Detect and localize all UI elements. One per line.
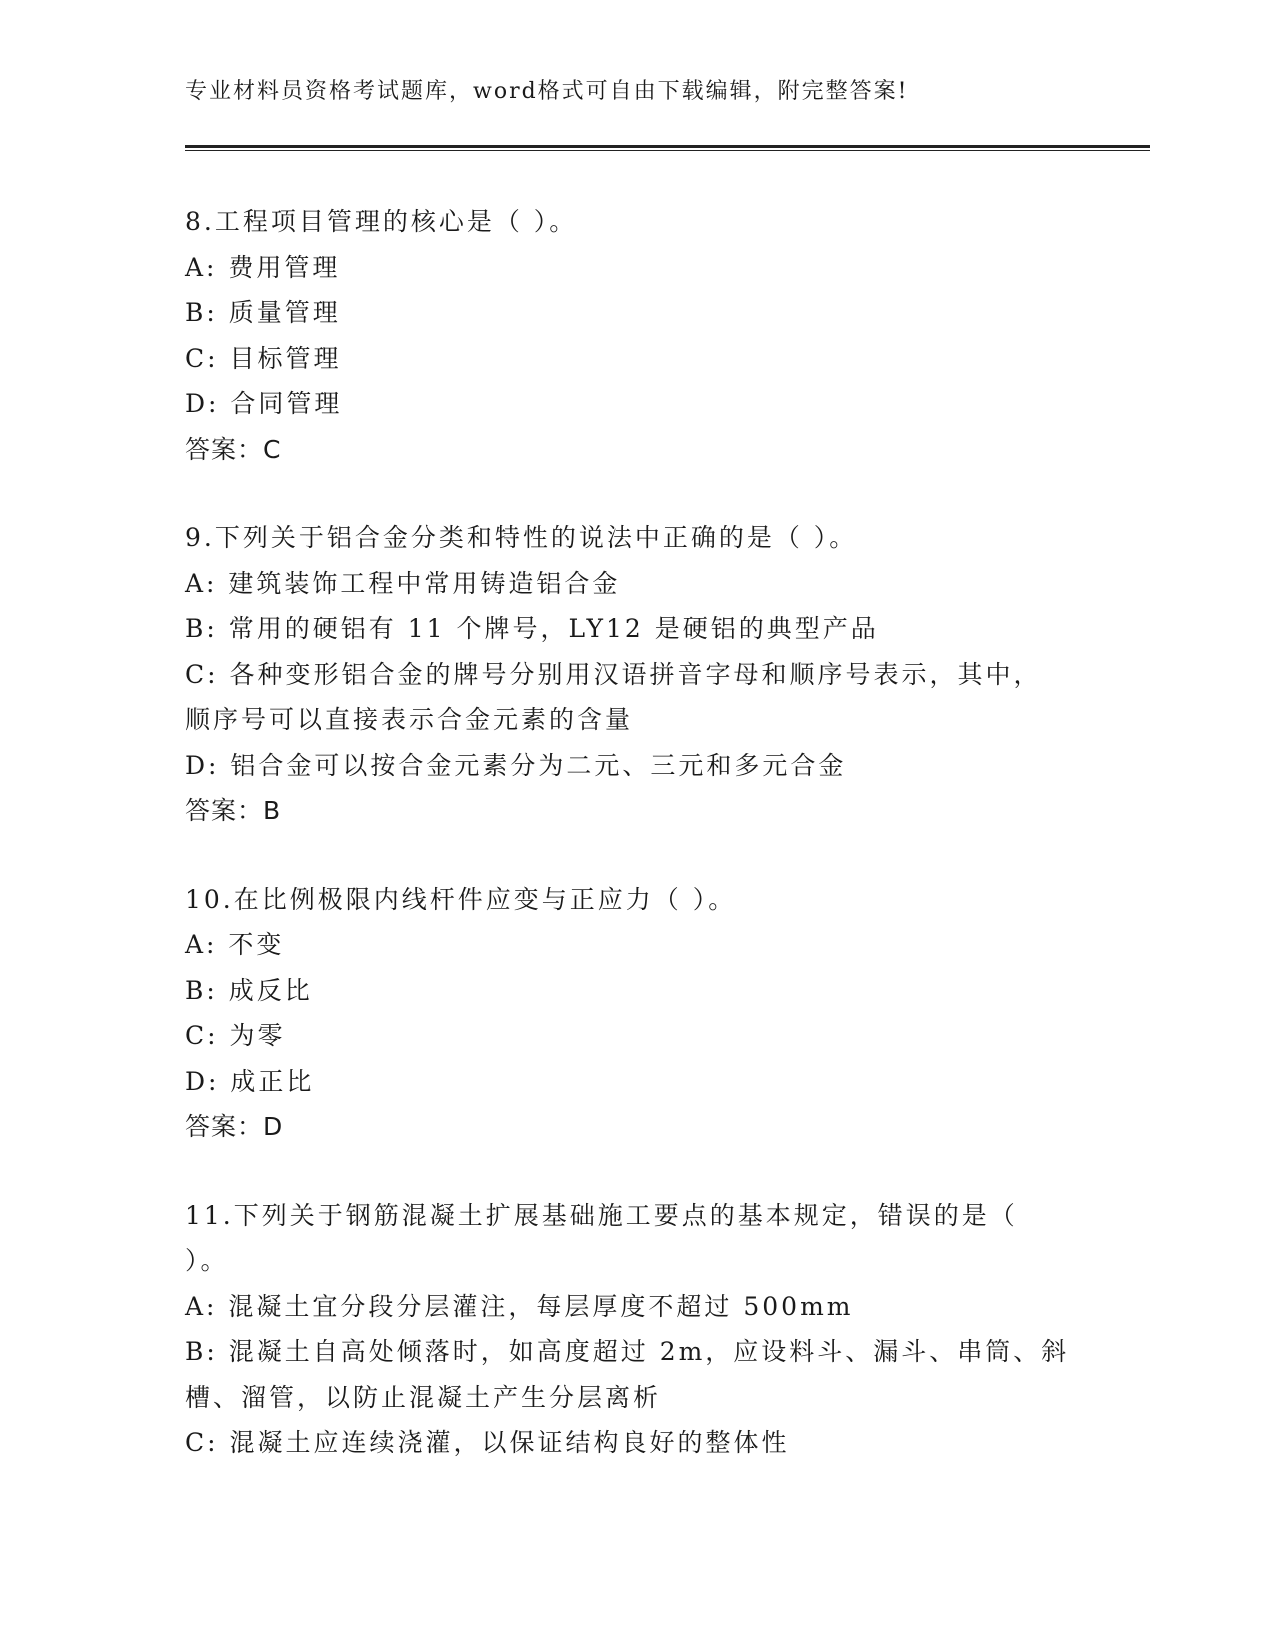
option-c: C: 各种变形铝合金的牌号分别用汉语拼音字母和顺序号表示，其中， (185, 659, 1042, 689)
option-b: B: 成反比 (185, 975, 313, 1005)
option-b: B: 常用的硬铝有 11 个牌号，LY12 是硬铝的典型产品 (185, 614, 879, 643)
option-a: A: 不变 (185, 930, 285, 959)
header-rule (185, 145, 1150, 148)
answer: 答案：C (185, 434, 282, 464)
option-a: A: 建筑装饰工程中常用铸造铝合金 (185, 568, 621, 598)
page-header: 专业材料员资格考试题库，word格式可自由下载编辑，附完整答案! (185, 79, 909, 104)
answer: 答案：B (185, 796, 282, 825)
question-stem: 8.工程项目管理的核心是（ ）。 (185, 207, 578, 236)
question-stem: 10.在比例极限内线杆件应变与正应力（ ）。 (185, 884, 737, 914)
question-stem: 11.下列关于钢筋混凝土扩展基础施工要点的基本规定，错误的是（ (185, 1200, 1018, 1230)
option-c: C: 混凝土应连续浇灌，以保证结构良好的整体性 (185, 1428, 790, 1457)
question-10 (185, 877, 1085, 1150)
question-stem: 9.下列关于铝合金分类和特性的说法中正确的是（ ）。 (185, 523, 858, 552)
option-d: D: 成正比 (185, 1066, 315, 1096)
option-b: B: 混凝土自高处倾落时，如高度超过 2m，应设料斗、漏斗、串筒、斜 (185, 1337, 1070, 1366)
option-c: C: 为零 (185, 1021, 286, 1050)
question-8 (185, 199, 1085, 472)
option-b-continued: 槽、溜管，以防止混凝土产生分层离析 (185, 1382, 662, 1412)
question-stem-continued: ）。 (185, 1246, 229, 1275)
option-d: D: 合同管理 (185, 389, 343, 418)
question-9 (185, 515, 1085, 834)
answer: 答案：D (185, 1112, 284, 1141)
question-list (185, 199, 1085, 1509)
header-rule-thin (185, 150, 1150, 151)
option-d: D: 铝合金可以按合金元素分为二元、三元和多元合金 (185, 750, 847, 780)
option-b: B: 质量管理 (185, 298, 341, 327)
question-11 (185, 1193, 1085, 1466)
option-a: A: 费用管理 (185, 252, 341, 282)
option-c-continued: 顺序号可以直接表示合金元素的含量 (185, 705, 634, 734)
option-a: A: 混凝土宜分段分层灌注，每层厚度不超过 500mm (185, 1291, 854, 1321)
option-c: C: 目标管理 (185, 343, 342, 373)
